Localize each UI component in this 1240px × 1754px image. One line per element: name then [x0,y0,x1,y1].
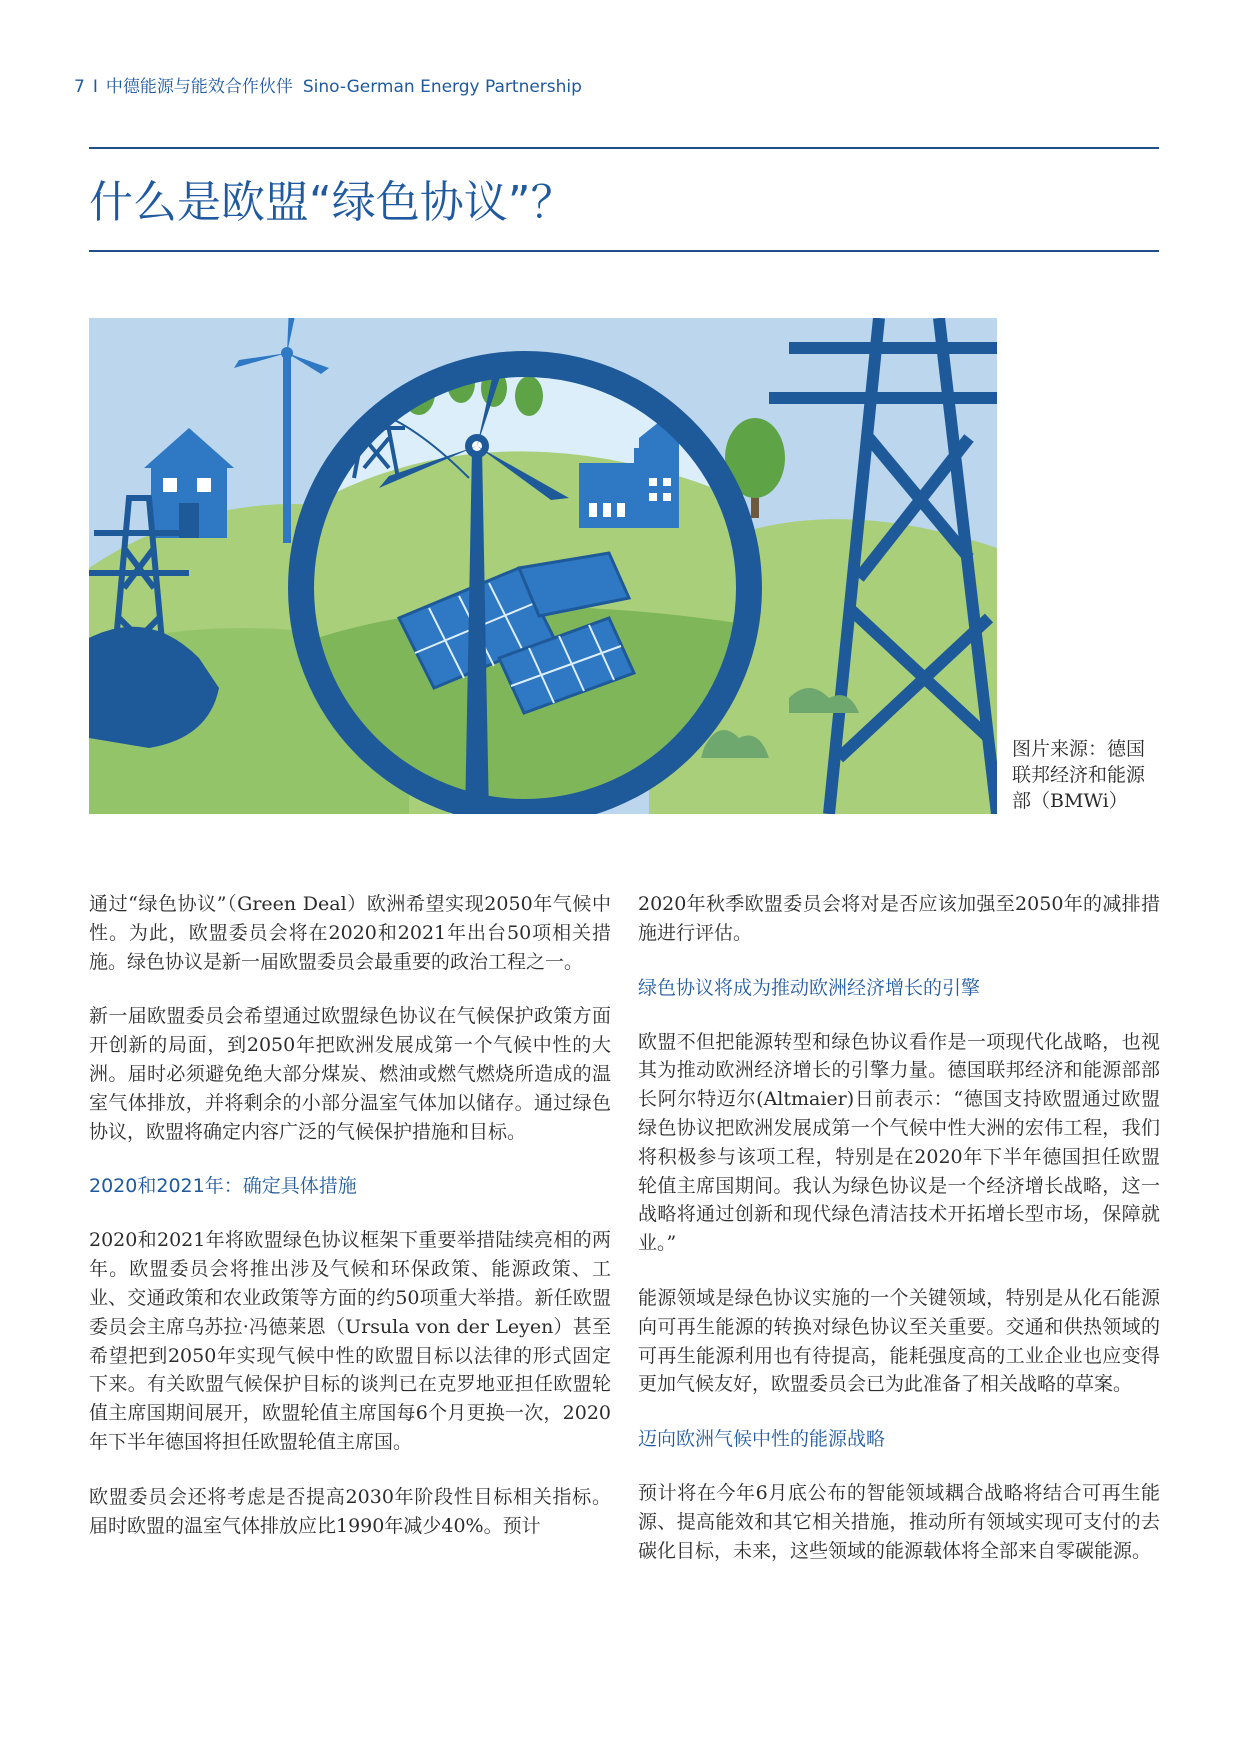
right-paragraph-1: 2020年秋季欧盟委员会将对是否应该加强至2050年的减排措施进行评估。 [638,893,1160,944]
section-heading-growth-engine: 绿色协议将成为推动欧洲经济增长的引擎 [638,976,981,999]
title-bottom-rule [89,250,1159,252]
left-paragraph-4: 欧盟委员会还将考虑是否提高2030年阶段性目标相关指标。届时欧盟的温室气体排放应比1990年减少40%。预计 [89,1485,611,1537]
green-energy-illustration [89,318,997,814]
running-header [74,72,582,97]
right-paragraph-4: 预计将在今年6月底公布的智能领域耦合战略将结合可再生能源、提高能效和其它相关措施，推动所有领域实现可支付的去碳化目标，未来，这些领域的能源载体将全部来自零碳能源。 [638,1482,1160,1562]
page-title: 什么是欧盟“绿色协议”？ [89,177,575,228]
left-paragraph-3: 2020和2021年将欧盟绿色协议框架下重要举措陆续亮相的两年。欧盟委员会将推出涉及气候和环保政策、能源政策、工业、交通政策和农业政策等方面的约50项重大举措。新任欧盟委员会主席乌苏拉·冯德莱恩（Ursula von der Leyen）甚至希望把到2050年实现气候中性的欧盟目标以法律的形式固定下来。有关欧盟气候保护目标的谈判已在克罗地亚担任欧盟轮值主席国期间展开，欧盟轮值主席国每6个月更换一次，2020年下半年德国将担任欧盟轮值主席国。 [89,1229,611,1453]
right-paragraph-2: 欧盟不但把能源转型和绿色协议看作是一项现代化战略，也视其为推动欧洲经济增长的引擎力量。德国联邦经济和能源部部长阿尔特迈尔(Altmaier)日前表示：“德国支持欧盟通过欧盟绿色协议把欧洲发展成第一个气候中性大洲的宏伟工程，我们将积极参与该项工程，特别是在2020年下半年德国担任欧盟轮值主席国期间。我认为绿色协议是一个经济增长战略，这一战略将通过创新和现代绿色清洁技术开拓增长型市场，保障就业。” [638,1030,1160,1255]
header-title-cn: 中德能源与能效合作伙伴 [105,77,293,97]
right-paragraph-3: 能源领域是绿色协议实施的一个关键领域，特别是从化石能源向可再生能源的转换对绿色协议至关重要。交通和供热领域的可再生能源利用也有待提高，能耗强度高的工业企业也应变得更加气候友好，欧盟委员会已为此准备了相关战略的草案。 [638,1286,1160,1396]
header-separator: I [92,77,98,97]
section-heading-measures: 2020和2021年：确定具体措施 [89,1175,357,1198]
left-paragraph-2: 新一届欧盟委员会希望通过欧盟绿色协议在气候保护政策方面开创新的局面，到2050年把欧洲发展成第一个气候中性的大洲。届时必须避免绝大部分煤炭、燃油或燃气燃烧所造成的温室气体排放，并将剩余的小部分温室气体加以储存。通过绿色协议，欧盟将确定内容广泛的气候保护措施和目标。 [89,1005,611,1143]
section-heading-energy-strategy: 迈向欧洲气候中性的能源战略 [638,1428,886,1451]
page-number: 7 [74,77,85,97]
right-column [638,890,1160,1592]
image-caption: 图片来源：德国联邦经济和能源部（BMWi） [1012,738,1146,812]
header-title-en: Sino-German Energy Partnership [302,77,582,97]
top-rule [89,147,1159,149]
left-column [89,890,611,1566]
left-paragraph-1: 通过“绿色协议”（Green Deal）欧洲希望实现2050年气候中性。为此，欧盟委员会将在2020和2021年出台50项相关措施。绿色协议是新一届欧盟委员会最重要的政治工程之一。 [89,893,611,973]
